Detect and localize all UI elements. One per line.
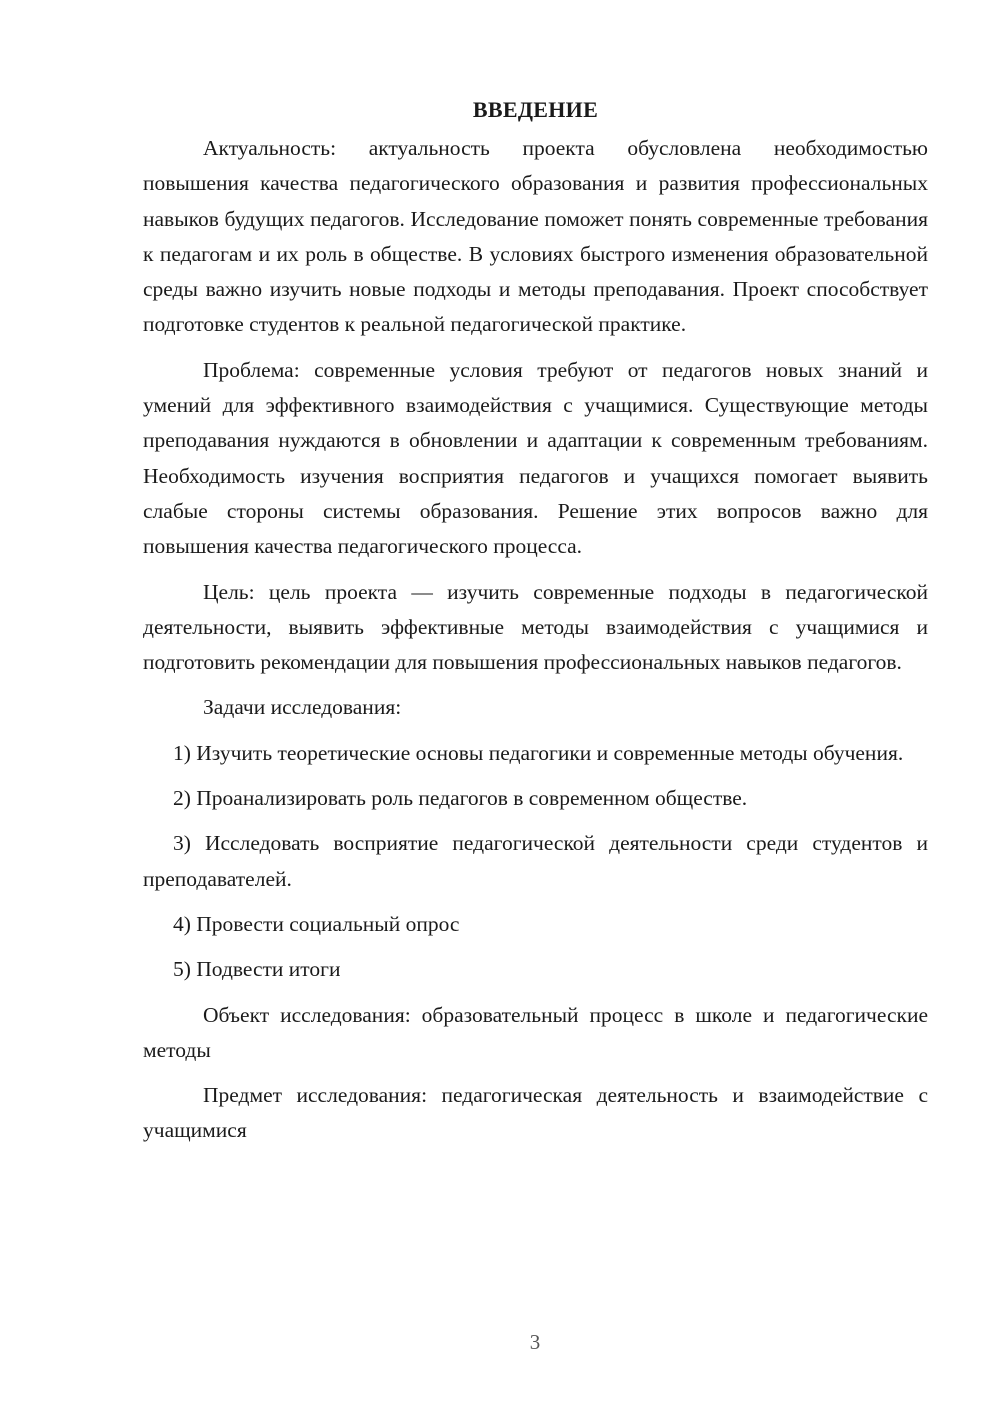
- research-subject-paragraph: Предмет исследования: педагогическая деятельность и взаимодействие с учащимися: [143, 1083, 928, 1143]
- page-number: 3: [529, 1330, 541, 1354]
- task-item-3: 3) Исследовать восприятие педагогической деятельности среди студентов и преподавателей.: [143, 831, 928, 891]
- research-object-paragraph: Объект исследования: образовательный процесс в школе и педагогические методы: [143, 1002, 928, 1062]
- task-item-1: 1) Изучить теоретические основы педагогики и современные методы обучения.: [173, 740, 904, 765]
- task-item-5: 5) Подвести итоги: [173, 957, 341, 982]
- task-item-4: 4) Провести социальный опрос: [173, 911, 460, 936]
- page-title: ВВЕДЕНИЕ: [472, 97, 599, 122]
- tasks-heading: Задачи исследования:: [203, 695, 402, 720]
- relevance-paragraph: Актуальность: актуальность проекта обусловлена необходимостью повышения качества педагогического образования и развития профессиональных навыков будущих педагогов. Исследование поможет понять современные требования к педагогам и их роль в обществе. В условиях быстрого изменения образовательной среды важно изучить новые подходы и методы преподавания. Проект способствует подготовке студентов к реальной педагогической практике.: [143, 136, 928, 337]
- problem-paragraph: Проблема: современные условия требуют от педагогов новых знаний и умений для эффективного взаимодействия с учащимися. Существующие методы преподавания нуждаются в обновлении и адаптации к современным требованиям. Необходимость изучения восприятия педагогов и учащихся помогает выявить слабые стороны системы образования. Решение этих вопросов важно для повышения качества педагогического процесса.: [143, 357, 928, 559]
- goal-paragraph: Цель: цель проекта — изучить современные подходы в педагогической деятельности, выявить эффективные методы взаимодействия с учащимися и подготовить рекомендации для повышения профессиональных навыков педагогов.: [143, 579, 928, 675]
- task-item-2: 2) Проанализировать роль педагогов в современном обществе.: [173, 786, 748, 811]
- document-page: [143, 92, 928, 1159]
